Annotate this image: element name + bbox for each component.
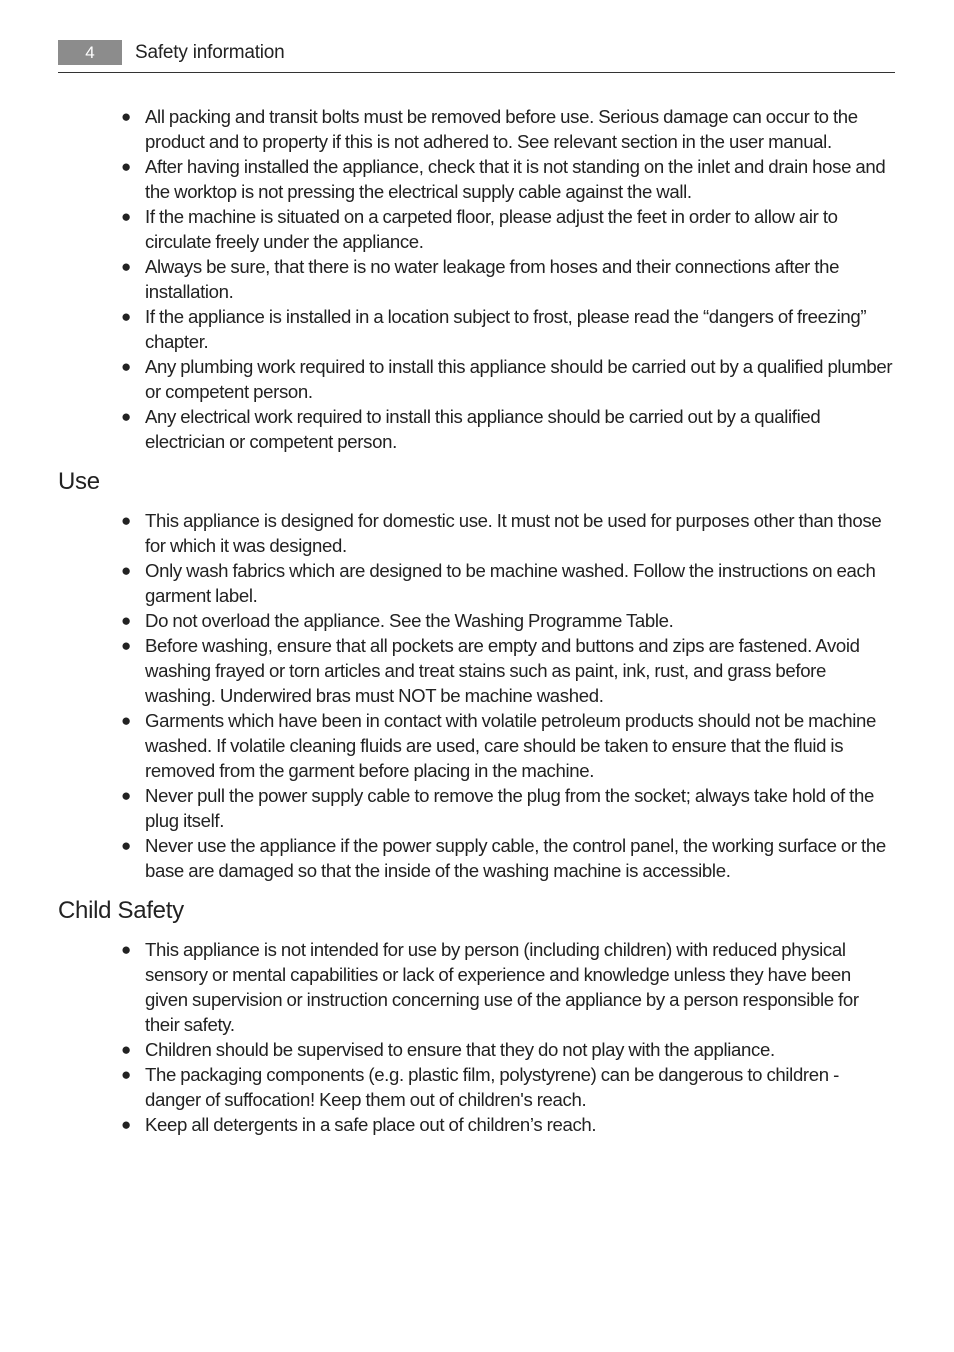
list-item-text: Never pull the power supply cable to remove the plug from the socket; always take hold of the plug itself. [145,785,874,831]
list-item-text: This appliance is not intended for use by person (including children) with reduced physical sensory or mental capabilities or lack of experience and knowledge unless they have been given supervision or instruction concerning use of the appliance by a person responsible for their safety. [145,939,859,1035]
use-list [58,508,895,883]
list-item-text: Never use the appliance if the power supply cable, the control panel, the working surface or the base are damaged so that the inside of the washing machine is accessible. [145,835,886,881]
list-item [121,304,895,354]
page-content [58,104,895,1137]
list-item [121,254,895,304]
list-item [121,204,895,254]
list-item [121,708,895,783]
list-item-text: Garments which have been in contact with volatile petroleum products should not be machine washed. If volatile cleaning fluids are used, care should be taken to ensure that the fluid is removed from the garment before placing in the machine. [145,710,876,781]
list-item-text: If the appliance is installed in a location subject to frost, please read the “dangers of freezing” chapter. [145,306,867,352]
list-item [121,633,895,708]
list-item [121,354,895,404]
bullet-icon: ● [121,357,131,376]
list-item-text: After having installed the appliance, check that it is not standing on the inlet and drain hose and the worktop is not pressing the electrical supply cable against the wall. [145,156,886,202]
bullet-icon: ● [121,786,131,805]
bullet-icon: ● [121,107,131,126]
list-item-text: Only wash fabrics which are designed to be machine washed. Follow the instructions on each garment label. [145,560,876,606]
page-header [58,40,895,73]
list-item [121,608,895,633]
bullet-icon: ● [121,940,131,959]
list-item-text: Do not overload the appliance. See the Washing Programme Table. [145,610,674,631]
list-item [121,783,895,833]
list-item [121,1062,895,1112]
list-item-text: If the machine is situated on a carpeted floor, please adjust the feet in order to allow air to circulate freely under the appliance. [145,206,838,252]
bullet-icon: ● [121,1065,131,1084]
installation-list [58,104,895,454]
bullet-icon: ● [121,1115,131,1134]
list-item [121,1037,895,1062]
list-item-text: Keep all detergents in a safe place out of children’s reach. [145,1114,597,1135]
bullet-icon: ● [121,836,131,855]
bullet-icon: ● [121,611,131,630]
list-item-text: Before washing, ensure that all pockets are empty and buttons and zips are fastened. Avoid washing frayed or torn articles and treat stains such as paint, ink, rust, and grass before washing. Underwired bras must NOT be machine washed. [145,635,860,706]
bullet-icon: ● [121,636,131,655]
list-item-text: This appliance is designed for domestic use. It must not be used for purposes other than those for which it was designed. [145,510,882,556]
list-item-text: Any electrical work required to install this appliance should be carried out by a qualified electrician or competent person. [145,406,821,452]
use-heading: Use [58,468,100,495]
list-item-text: Always be sure, that there is no water leakage from hoses and their connections after the installation. [145,256,840,302]
list-item [121,1112,895,1137]
bullet-icon: ● [121,511,131,530]
bullet-icon: ● [121,157,131,176]
child-safety-heading: Child Safety [58,897,184,924]
list-item-text: Children should be supervised to ensure that they do not play with the appliance. [145,1039,775,1060]
list-item-text: The packaging components (e.g. plastic film, polystyrene) can be dangerous to children - danger of suffocation! Keep them out of children's reach. [145,1064,839,1110]
page-number: 4 [58,40,122,65]
bullet-icon: ● [121,257,131,276]
bullet-icon: ● [121,207,131,226]
bullet-icon: ● [121,1040,131,1059]
bullet-icon: ● [121,561,131,580]
list-item-text: Any plumbing work required to install this appliance should be carried out by a qualified plumber or competent person. [145,356,893,402]
section-title: Safety information [135,42,285,63]
list-item [121,404,895,454]
list-item [121,558,895,608]
bullet-icon: ● [121,711,131,730]
list-item [121,833,895,883]
list-item [121,154,895,204]
bullet-icon: ● [121,407,131,426]
bullet-icon: ● [121,307,131,326]
child-safety-list [58,937,895,1137]
list-item [121,508,895,558]
list-item [121,104,895,154]
list-item [121,937,895,1037]
list-item-text: All packing and transit bolts must be removed before use. Serious damage can occur to the product and to property if this is not adhered to. See relevant section in the user manual. [145,106,858,152]
